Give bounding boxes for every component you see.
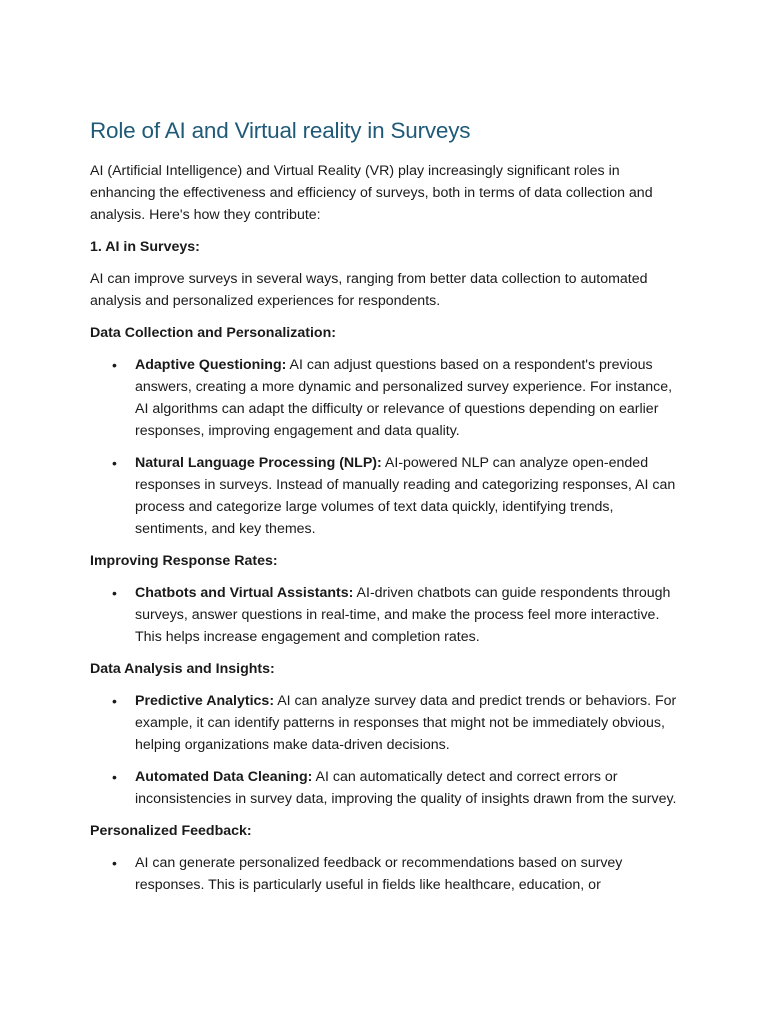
list-item-term: Predictive Analytics: (135, 693, 275, 709)
list-item-text: AI can adjust questions based on a respondent's previous answers, creating a more dynamic and personalized survey experience. For instance, AI algorithms can adapt the difficulty or relevance of questions depending on earlier responses, improving engagement and data quality. (135, 357, 673, 439)
list-item-term: Chatbots and Virtual Assistants: (135, 585, 354, 601)
bullet-icon: • (112, 855, 117, 871)
document-page (90, 116, 678, 906)
list-item-text: AI can automatically detect and correct errors or inconsistencies in survey data, improving the quality of insights drawn from the survey. (135, 769, 677, 807)
list-item-text: AI can generate personalized feedback or recommendations based on survey responses. This is particularly useful in fields like healthcare, education, or (135, 855, 623, 893)
list-item-text: AI-powered NLP can analyze open-ended responses in surveys. Instead of manually reading and categorizing responses, AI can process and categorize large volumes of text data quickly, identifying trends, sentiments, and key themes. (135, 455, 676, 537)
list-item (90, 690, 678, 756)
list-item (90, 452, 678, 540)
list-item (90, 766, 678, 810)
section-intro-paragraph: AI can improve surveys in several ways, ranging from better data collection to automated analysis and personalized experiences for respondents. (90, 271, 648, 309)
subheading-response-rates: Improving Response Rates: (90, 553, 278, 569)
bullet-list-data-collection (90, 354, 678, 540)
section-heading-ai-in-surveys: 1. AI in Surveys: (90, 239, 200, 255)
bullet-list-personalized-feedback (90, 852, 678, 896)
bullet-icon: • (112, 769, 117, 785)
subheading-data-analysis: Data Analysis and Insights: (90, 661, 275, 677)
bullet-icon: • (112, 693, 117, 709)
list-item (90, 852, 678, 896)
bullet-list-data-analysis (90, 690, 678, 810)
bullet-icon: • (112, 357, 117, 373)
list-item (90, 354, 678, 442)
intro-paragraph: AI (Artificial Intelligence) and Virtual Reality (VR) play increasingly significant roles in enhancing the effectiveness and efficiency of surveys, both in terms of data collection and analysis. Here's how they contribute: (90, 163, 653, 223)
list-item-term: Automated Data Cleaning: (135, 769, 313, 785)
list-item-term: Natural Language Processing (NLP): (135, 455, 382, 471)
bullet-list-response-rates (90, 582, 678, 648)
bullet-icon: • (112, 455, 117, 471)
list-item-term: Adaptive Questioning: (135, 357, 287, 373)
bullet-icon: • (112, 585, 117, 601)
subheading-personalized-feedback: Personalized Feedback: (90, 823, 252, 839)
list-item (90, 582, 678, 648)
list-item-text: AI can analyze survey data and predict trends or behaviors. For example, it can identify patterns in responses that might not be immediately obvious, helping organizations make data-driven decisions. (135, 693, 677, 753)
list-item-text: AI-driven chatbots can guide respondents through surveys, answer questions in real-time, and make the process feel more interactive. This helps increase engagement and completion rates. (135, 585, 671, 645)
page-title: Role of AI and Virtual reality in Surveys (90, 118, 471, 143)
subheading-data-collection: Data Collection and Personalization: (90, 325, 336, 341)
